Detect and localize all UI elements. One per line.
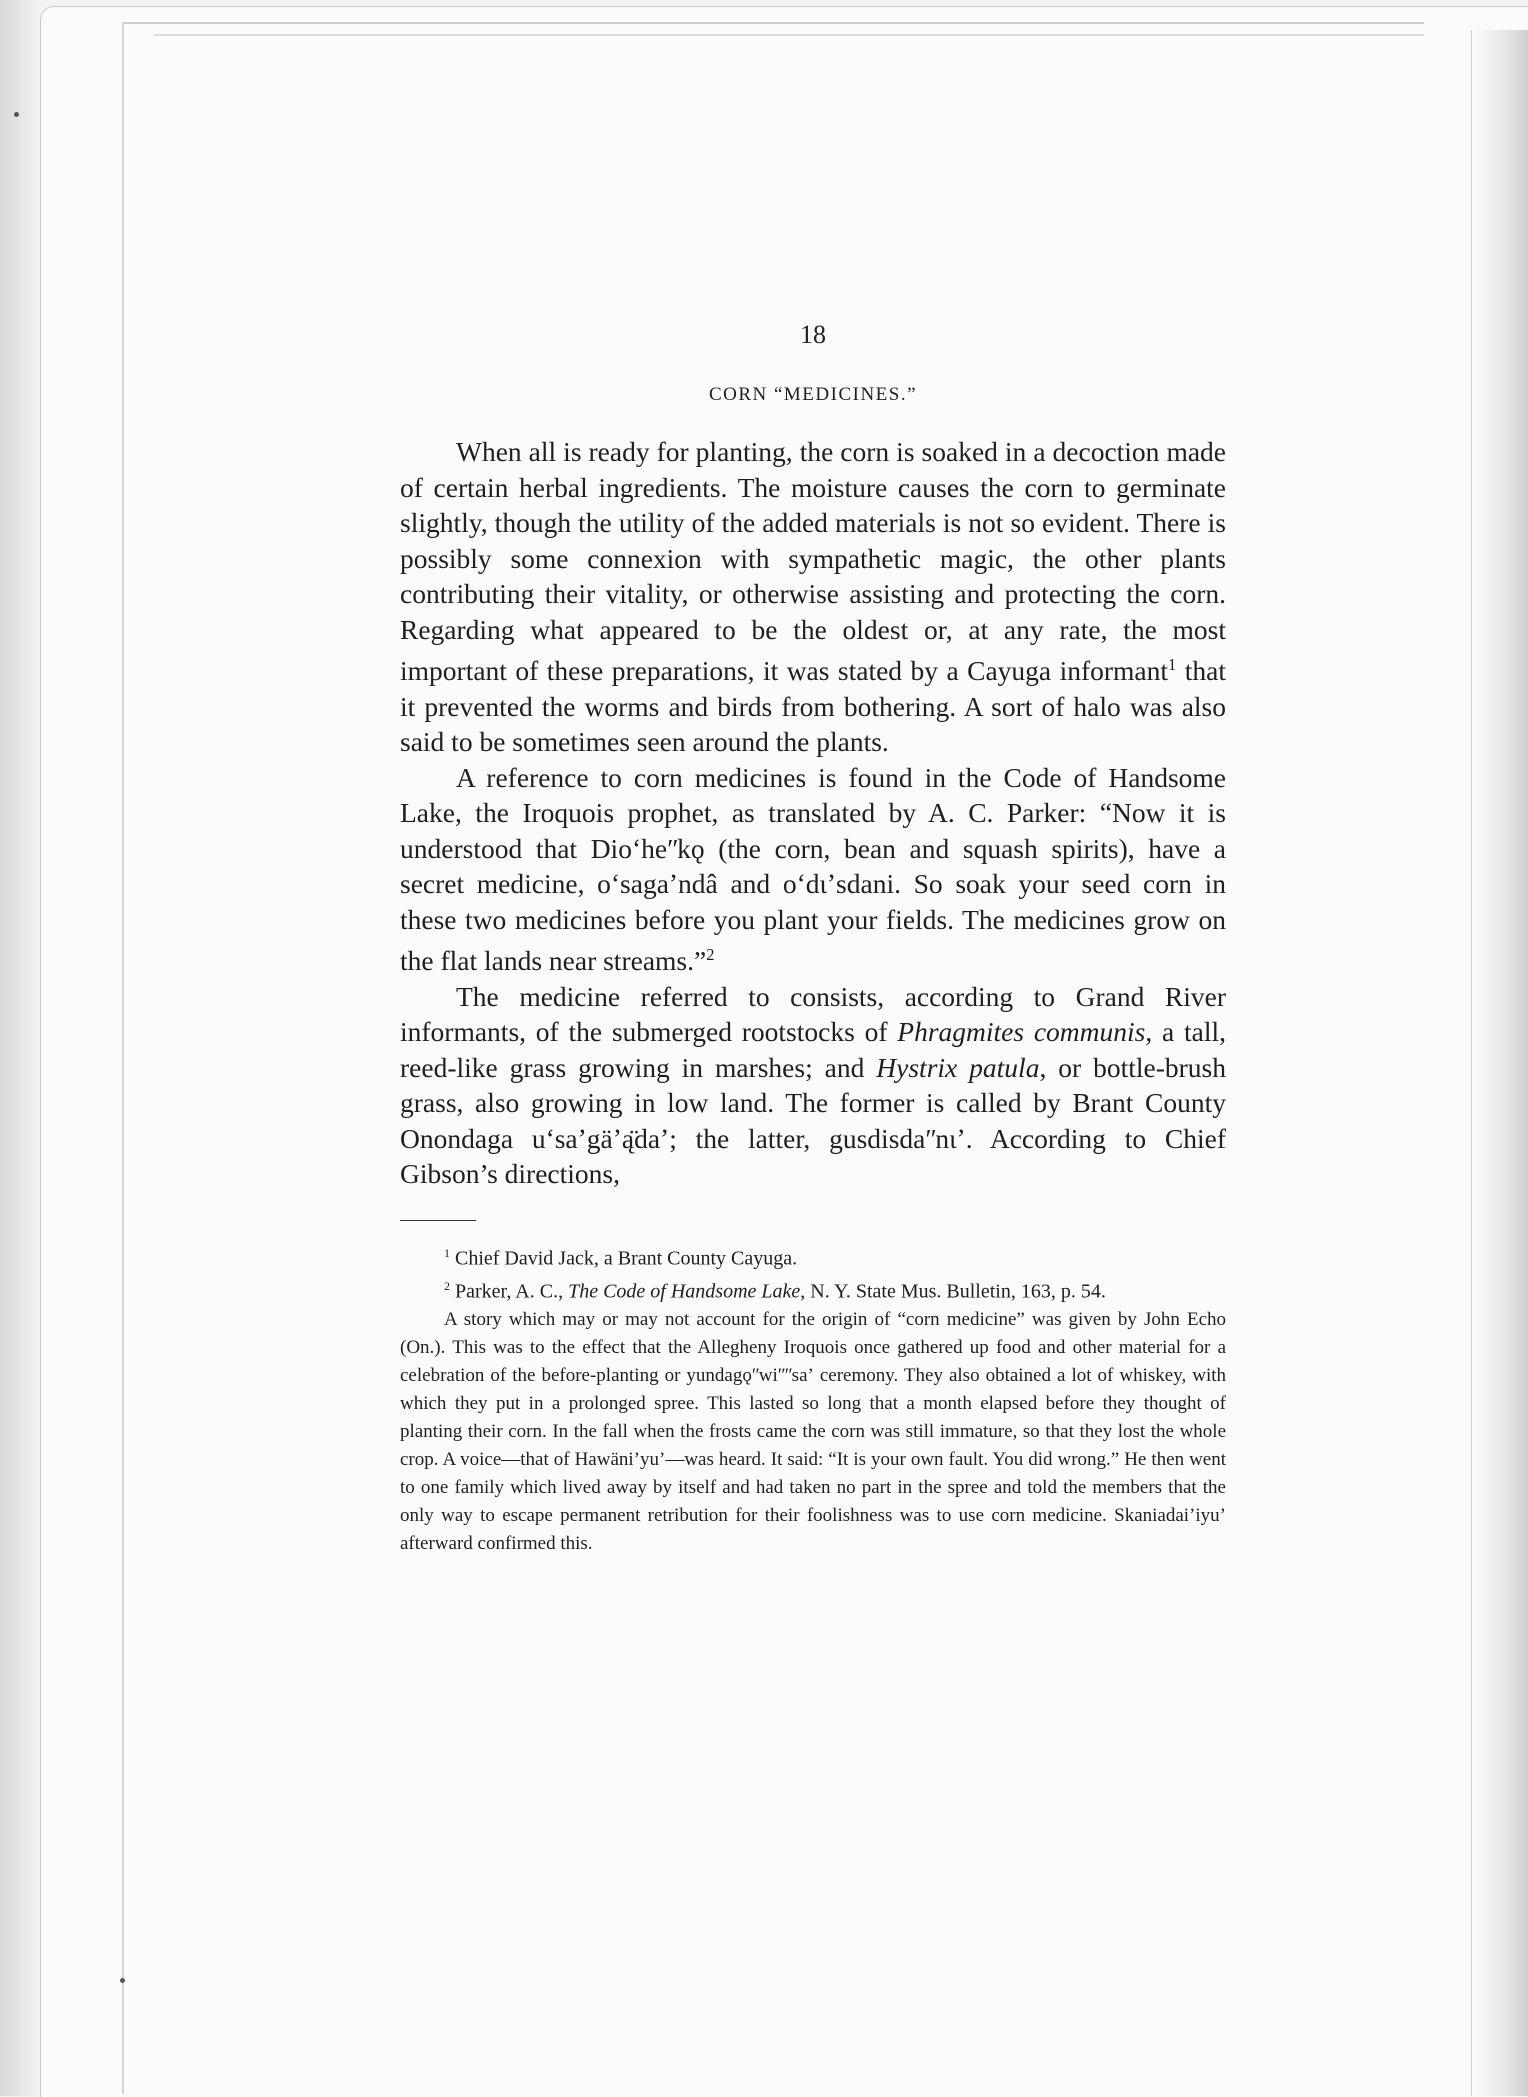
text-run: A reference to corn medicines is found in the Code of Handsome Lake, the Iroquois prophet, as translated by A. C. Parker: “Now it is understood that Dioʻheʺkǫ (the corn, bean and squash spirits), have a secret medicine, oʻsagaʼndâ and oʻdɩʼsdani. So soak your seed corn in these two medicines before you plant your fields. The medicines grow on the flat lands near streams.” <box>400 761 1226 977</box>
text-run: , or bottle-brush grass, also growing in low land. The former is called by Brant County Onondaga uʻsaʼgäʼą̈daʼ; the latter, gusdisdaʺnɩʼ. According to Chief Gibson’s directions, <box>400 1051 1226 1190</box>
paragraph <box>400 760 1226 979</box>
page-content <box>400 320 1226 1558</box>
text-run: , a tall, reed-like grass growing in marshes; and <box>400 1016 1226 1083</box>
text-run: The medicine referred to consists, according to Grand River informants, of the submerged rootstocks of <box>400 980 1226 1048</box>
note-reference: 1 <box>1168 655 1177 674</box>
text-run: that it prevented the worms and birds from bothering. A sort of halo was also said to be sometimes seen around the plants. <box>400 655 1226 758</box>
scan-speck <box>120 1978 125 1983</box>
running-head: CORN “MEDICINES.” <box>708 384 918 405</box>
note-reference: 2 <box>706 945 715 965</box>
paragraph <box>400 979 1226 1192</box>
scan-speck <box>14 112 19 117</box>
footnote <box>400 1239 1226 1273</box>
text-run: Parker, A. C., <box>450 1281 569 1304</box>
text-run: When all is ready for planting, the corn is soaked in a decoction made of certain herbal ingredients. The moisture causes the corn to germinate slightly, though the utility of the added materials is not so evident. There is possibly some connexion with sympathetic magic, the other plants contributing their vitality, or otherwise assisting and protecting the corn. Regarding what appeared to be the oldest or, at any rate, the most important of these preparations, it was stated by a Cayuga informant <box>400 436 1226 687</box>
text-run: Chief David Jack, a Brant County Cayuga. <box>450 1247 798 1270</box>
book-gutter <box>1471 30 1528 2096</box>
note-reference: 1 <box>444 1245 450 1260</box>
note-reference: 2 <box>444 1279 450 1294</box>
scan-background <box>0 0 40 2096</box>
page-edge-line <box>154 34 1424 36</box>
body-text <box>400 434 1226 1192</box>
footnote <box>400 1272 1226 1306</box>
footnote <box>400 1306 1226 1558</box>
text-run: Hystrix patula <box>876 1051 1040 1083</box>
text-run: Phragmites communis <box>897 1016 1146 1048</box>
footnote-rule <box>400 1220 476 1221</box>
text-run: The Code of Handsome Lake <box>568 1281 801 1304</box>
footnotes <box>400 1239 1226 1558</box>
text-run: , N. Y. State Mus. Bulletin, 163, p. 54. <box>800 1281 1106 1304</box>
page-number: 18 <box>800 320 826 349</box>
text-run: A story which may or may not account for the origin of “corn medicine” was given by John Echo (On.). This was to the effect that the Allegheny Iroquois once gathered up food and other material for a celebration of the before-planting or yundagǫʺwiʺʺsaʼ ceremony. They also obtained a lot of whiskey, with which they put in a prolonged spree. This lasted so long that a month elapsed before they thought of planting their corn. In the fall when the frosts came the corn was still immature, so that they lost the whole crop. A voice—that of Hawäniʼyuʼ—was heard. It said: “It is your own fault. You did wrong.” He then went to one family which lived away by itself and had taken no part in the spree and told the members that the only way to escape permanent retribution for their foolishness was to use corn medicine. Skaniadaiʼiyuʼ afterward confirmed this. <box>400 1309 1226 1555</box>
paragraph <box>400 434 1226 760</box>
